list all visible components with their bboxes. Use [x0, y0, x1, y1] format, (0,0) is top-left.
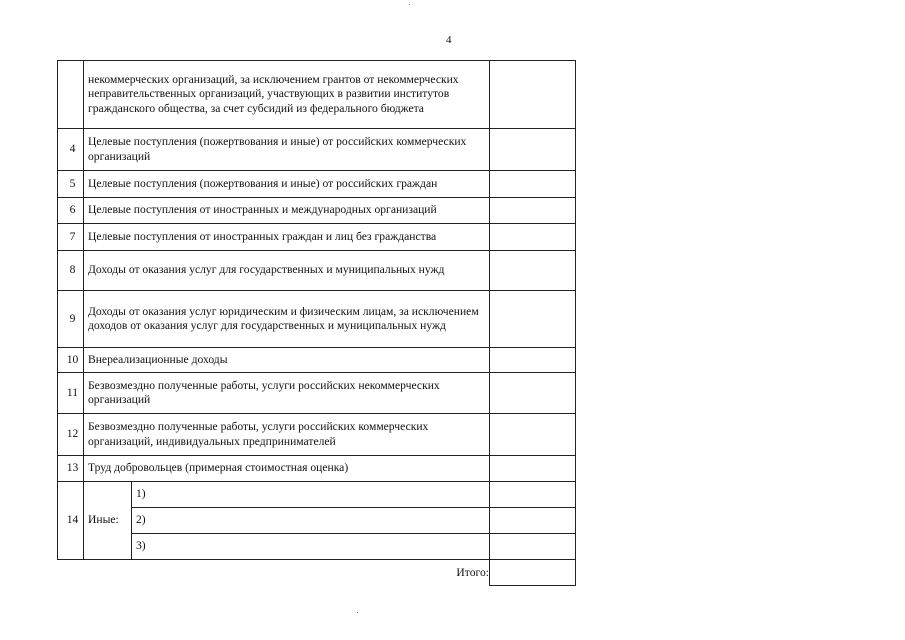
row-description: Целевые поступления (пожертвования и иные) от российских коммерческих организаций	[84, 129, 490, 171]
table-row	[58, 61, 576, 129]
row-description: некоммерческих организаций, за исключением грантов от некоммерческих неправительственных организаций, участвующих в развитии институтов гражданского общества, за счет субсидий из федерального бюджета	[84, 61, 490, 129]
table-row	[58, 171, 576, 198]
row-number: 12	[58, 414, 84, 456]
amount-cell	[490, 171, 576, 198]
row-number: 14	[58, 482, 84, 560]
table-row	[58, 224, 576, 251]
other-item: 2)	[132, 508, 490, 534]
table-row	[58, 291, 576, 348]
amount-cell	[490, 224, 576, 251]
row-description: Целевые поступления от иностранных граждан и лиц без гражданства	[84, 224, 490, 251]
row-number	[58, 61, 84, 129]
amount-cell	[490, 198, 576, 224]
row-number: 13	[58, 456, 84, 482]
table-row	[58, 534, 576, 560]
table-row	[58, 373, 576, 414]
row-description: Труд добровольцев (примерная стоимостная оценка)	[84, 456, 490, 482]
table-row	[58, 348, 576, 373]
amount-cell	[490, 373, 576, 414]
row-number: 7	[58, 224, 84, 251]
amount-cell	[490, 61, 576, 129]
amount-cell	[490, 508, 576, 534]
row-description: Целевые поступления (пожертвования и иные) от российских граждан	[84, 171, 490, 198]
table-row	[58, 414, 576, 456]
amount-cell	[490, 348, 576, 373]
row-description: Безвозмездно полученные работы, услуги российских некоммерческих организаций	[84, 373, 490, 414]
table-row	[58, 508, 576, 534]
amount-cell	[490, 414, 576, 456]
row-number: 5	[58, 171, 84, 198]
total-row	[58, 560, 576, 586]
row-number: 9	[58, 291, 84, 348]
row-number: 8	[58, 251, 84, 291]
amount-cell	[490, 251, 576, 291]
table-row	[58, 482, 576, 508]
amount-cell	[490, 482, 576, 508]
row-description: Целевые поступления от иностранных и международных организаций	[84, 198, 490, 224]
row-number: 10	[58, 348, 84, 373]
other-item: 1)	[132, 482, 490, 508]
income-table	[57, 60, 576, 586]
scan-speck	[409, 4, 410, 5]
scan-speck	[357, 612, 358, 613]
total-label: Итого:	[456, 565, 489, 579]
row-number: 4	[58, 129, 84, 171]
row-number: 6	[58, 198, 84, 224]
table-row	[58, 456, 576, 482]
table-row	[58, 198, 576, 224]
amount-cell	[490, 456, 576, 482]
table-row	[58, 251, 576, 291]
total-amount-cell	[490, 560, 576, 586]
other-label: Иные:	[84, 482, 132, 560]
row-number: 11	[58, 373, 84, 414]
row-description: Доходы от оказания услуг юридическим и физическим лицам, за исключением доходов от оказания услуг для государственных и муниципальных нужд	[84, 291, 490, 348]
amount-cell	[490, 291, 576, 348]
table-row	[58, 129, 576, 171]
other-item: 3)	[132, 534, 490, 560]
row-description: Внереализационные доходы	[84, 348, 490, 373]
page-number: 4	[446, 34, 452, 46]
amount-cell	[490, 534, 576, 560]
row-description: Безвозмездно полученные работы, услуги российских коммерческих организаций, индивидуальных предпринимателей	[84, 414, 490, 456]
row-description: Доходы от оказания услуг для государственных и муниципальных нужд	[84, 251, 490, 291]
amount-cell	[490, 129, 576, 171]
